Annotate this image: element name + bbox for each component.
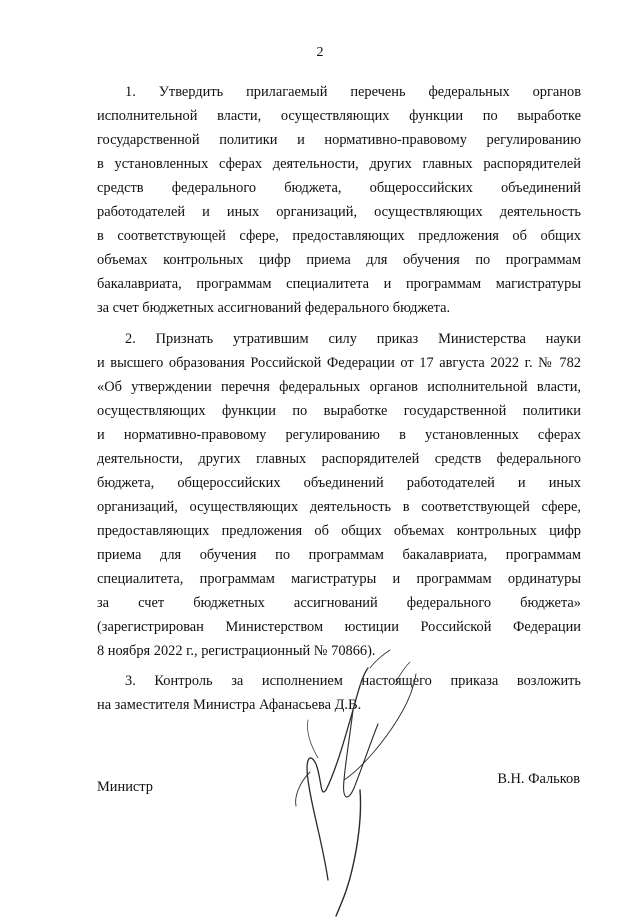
paragraph-line: исполнительной власти, осуществляющих функции по выработке [97,108,581,124]
paragraph-line: 2. Признать утратившим силу приказ Министерства науки [125,331,581,347]
paragraph-line: приема для обучения по программам бакалавриата, программам [97,547,581,563]
paragraph-line: за счет бюджетных ассигнований федерального бюджета. [97,300,451,316]
page-number: 2 [316,45,324,60]
paragraph-line: государственной политики и нормативно-правовому регулированию [97,132,581,148]
paragraph-line: 3. Контроль за исполнением настоящего приказа возложить [125,673,581,689]
paragraph-line: «Об утверждении перечня федеральных органов исполнительной власти, [97,379,581,395]
paragraph-line: за счет бюджетных ассигнований федерального бюджета» [97,595,581,611]
handwritten-signature [250,640,450,920]
paragraph-line: объемах контрольных цифр приема для обучения по программам [97,252,581,268]
paragraph-line: организаций, осуществляющих деятельность в соответствующей сфере, [97,499,581,515]
paragraph-line: бюджета, общероссийских объединений работодателей и иных [97,475,581,491]
paragraph-line: и нормативно-правовому регулированию в установленных сферах [97,427,581,443]
paragraph-line: работодателей и иных организаций, осуществляющих деятельность [97,204,581,220]
paragraph-line: 8 ноября 2022 г., регистрационный № 70866). [97,643,376,659]
paragraph-line: деятельности, других главных распорядителей средств федерального [97,451,581,467]
signatory-title: Министр [97,779,153,795]
paragraph-line: (зарегистрирован Министерством юстиции Российской Федерации [97,619,581,635]
paragraph-line: предоставляющих предложения об общих объемах контрольных цифр [97,523,581,539]
paragraph-line: специалитета, программам магистратуры и программам ординатуры [97,571,581,587]
paragraph-line: на заместителя Министра Афанасьева Д.В. [97,697,362,713]
paragraph-line: в соответствующей сфере, предоставляющих предложения об общих [97,228,581,244]
paragraph-line: осуществляющих функции по выработке государственной политики [97,403,581,419]
paragraph-line: в установленных сферах деятельности, других главных распорядителей [97,156,581,172]
paragraph-line: 1. Утвердить прилагаемый перечень федеральных органов [125,84,581,100]
paragraph-line: средств федерального бюджета, общероссийских объединений [97,180,581,196]
paragraph-line: бакалавриата, программам специалитета и программам магистратуры [97,276,581,292]
signatory-name: В.Н. Фальков [497,771,580,787]
paragraph-line: и высшего образования Российской Федерации от 17 августа 2022 г. № 782 [97,355,581,371]
